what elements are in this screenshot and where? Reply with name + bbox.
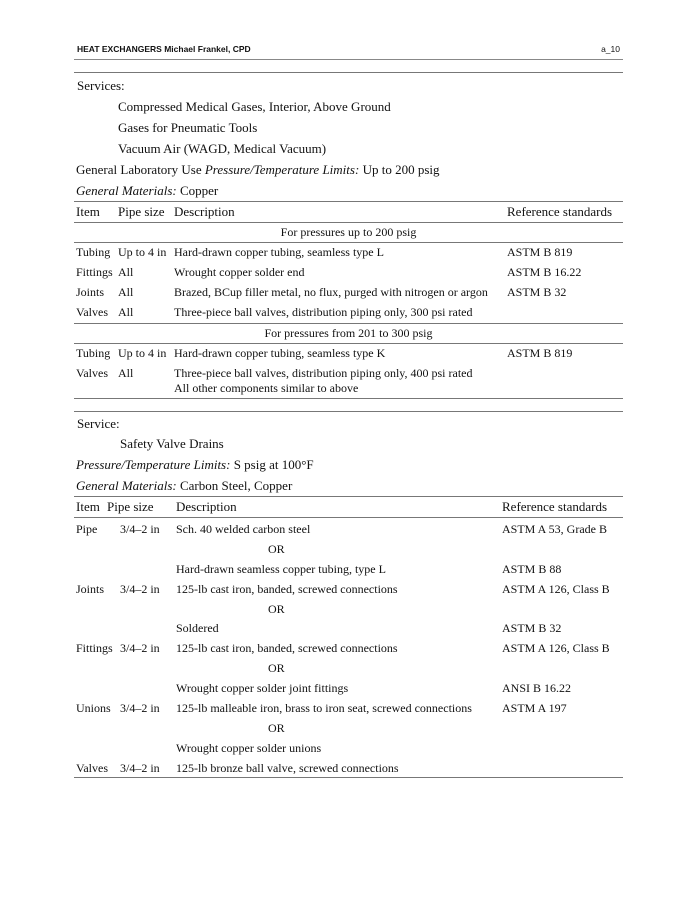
cell-description: Three-piece ball valves, distribution piping only, 300 psi rated [174, 305, 473, 319]
cell-pipe-size: All [118, 265, 134, 279]
limits-label: Pressure/Temperature Limits: [204, 162, 360, 177]
cell-item: Joints [76, 582, 105, 596]
page-number: a_10 [601, 44, 620, 54]
table-header-row [74, 204, 623, 224]
cell-description: 125-lb cast iron, banded, screwed connections [176, 582, 398, 596]
cell-description: 125-lb cast iron, banded, screwed connections [176, 641, 398, 655]
table-row [74, 245, 623, 265]
cell-description: Hard-drawn seamless copper tubing, type L [176, 562, 386, 576]
cell-description: Hard-drawn copper tubing, seamless type K [174, 346, 386, 360]
page-header [74, 44, 622, 58]
cell-or-separator: OR [268, 602, 285, 616]
section-top-rule [74, 72, 623, 73]
table-row [74, 285, 623, 305]
column-header-pipe-size: Pipe size [118, 204, 165, 219]
section-top-rule [74, 411, 623, 412]
group-title: For pressures from 201 to 300 psig [264, 326, 433, 340]
cell-item: Valves [76, 761, 108, 775]
cell-item: Tubing [76, 245, 111, 259]
cell-pipe-size: 3/4–2 in [120, 582, 160, 596]
cell-reference: ASTM B 16.22 [507, 265, 582, 279]
service-item: Vacuum Air (WAGD, Medical Vacuum) [118, 141, 327, 156]
cell-description-note: All other components similar to above [174, 381, 359, 395]
cell-item: Fittings [76, 641, 113, 655]
general-use-line [76, 162, 439, 178]
service-item: Gases for Pneumatic Tools [118, 120, 258, 135]
cell-reference: ASTM B 819 [507, 346, 573, 360]
cell-description: Hard-drawn copper tubing, seamless type L [174, 245, 384, 259]
service-item: Compressed Medical Gases, Interior, Above Ground [118, 99, 391, 114]
column-header-item: Item [76, 499, 100, 514]
table-top-rule [74, 496, 623, 497]
table-row [74, 542, 623, 562]
column-header-item: Item [76, 204, 100, 219]
materials-label: General Materials: [76, 478, 177, 493]
cell-or-separator: OR [268, 721, 285, 735]
cell-description: Wrought copper solder joint fittings [176, 681, 349, 695]
limits-label: Pressure/Temperature Limits: [76, 457, 231, 472]
general-use-text: General Laboratory Use [76, 162, 205, 177]
cell-item: Fittings [76, 265, 113, 279]
cell-pipe-size: Up to 4 in [118, 245, 167, 259]
cell-reference: ASTM B 32 [502, 621, 562, 635]
cell-reference: ASTM A 53, Grade B [502, 522, 607, 536]
cell-pipe-size: 3/4–2 in [120, 701, 160, 715]
cell-description: 125-lb malleable iron, brass to iron seat, screwed connections [176, 701, 472, 715]
table-row [74, 522, 623, 542]
materials-label: General Materials: [76, 183, 177, 198]
table-bottom-rule [74, 777, 623, 778]
cell-description: Wrought copper solder end [174, 265, 305, 279]
cell-item: Unions [76, 701, 111, 715]
group-title: For pressures up to 200 psig [280, 225, 417, 239]
limits-line [76, 457, 314, 473]
table-row [74, 701, 623, 721]
materials-line [76, 478, 292, 494]
materials-value: Copper [176, 183, 219, 198]
header-rule [74, 517, 623, 518]
service-label: Service: [77, 416, 120, 431]
group-rule [74, 242, 623, 243]
cell-item: Valves [76, 305, 108, 319]
column-header-pipe-size: Pipe size [107, 499, 154, 514]
services-label: Services: [77, 78, 125, 93]
cell-description: Three-piece ball valves, distribution piping only, 400 psi rated [174, 366, 473, 380]
cell-item: Pipe [76, 522, 98, 536]
cell-description: Sch. 40 welded carbon steel [176, 522, 311, 536]
cell-reference: ANSI B 16.22 [502, 681, 572, 695]
header-rule [74, 59, 623, 60]
column-header-description: Description [174, 204, 235, 219]
table-row [74, 721, 623, 741]
cell-or-separator: OR [268, 542, 285, 556]
cell-reference: ASTM B 819 [507, 245, 573, 259]
cell-reference: ASTM A 126, Class B [502, 641, 610, 655]
cell-description: 125-lb bronze ball valve, screwed connections [176, 761, 399, 775]
column-header-description: Description [176, 499, 237, 514]
materials-value: Carbon Steel, Copper [176, 478, 293, 493]
running-title: HEAT EXCHANGERS Michael Frankel, CPD [77, 44, 251, 54]
cell-pipe-size: All [118, 305, 134, 319]
table-header-row [74, 499, 623, 519]
cell-item: Valves [76, 366, 108, 380]
table-row [74, 366, 623, 400]
table-top-rule [74, 201, 623, 202]
cell-pipe-size: 3/4–2 in [120, 522, 160, 536]
cell-reference: ASTM B 88 [502, 562, 562, 576]
cell-or-separator: OR [268, 661, 285, 675]
cell-description: Soldered [176, 621, 219, 635]
cell-reference: ASTM B 32 [507, 285, 567, 299]
cell-description: Brazed, BCup filler metal, no flux, purged with nitrogen or argon [174, 285, 488, 299]
table-row [74, 621, 623, 641]
table-row [74, 641, 623, 661]
table-row [74, 602, 623, 622]
cell-pipe-size: 3/4–2 in [120, 761, 160, 775]
table-row [74, 305, 623, 325]
table-row [74, 761, 623, 781]
cell-pipe-size: All [118, 366, 134, 380]
cell-pipe-size: All [118, 285, 134, 299]
cell-reference: ASTM A 197 [502, 701, 567, 715]
table-row [74, 562, 623, 582]
cell-description: Wrought copper solder unions [176, 741, 322, 755]
table-bottom-rule [74, 398, 623, 399]
group-rule [74, 323, 623, 324]
header-rule [74, 222, 623, 223]
table-row [74, 265, 623, 285]
cell-item: Joints [76, 285, 105, 299]
column-header-reference: Reference standards [507, 204, 613, 219]
table-row [74, 681, 623, 701]
cell-item: Tubing [76, 346, 111, 360]
service-item: Safety Valve Drains [120, 436, 224, 451]
cell-pipe-size: 3/4–2 in [120, 641, 160, 655]
limits-value: S psig at 100°F [230, 457, 314, 472]
table-row [74, 661, 623, 681]
cell-pipe-size: Up to 4 in [118, 346, 167, 360]
table-row [74, 346, 623, 366]
column-header-reference: Reference standards [502, 499, 608, 514]
cell-reference: ASTM A 126, Class B [502, 582, 610, 596]
materials-line [76, 183, 218, 199]
table-row [74, 582, 623, 602]
limits-value: Up to 200 psig [359, 162, 440, 177]
table-row [74, 741, 623, 761]
group-rule [74, 343, 623, 344]
